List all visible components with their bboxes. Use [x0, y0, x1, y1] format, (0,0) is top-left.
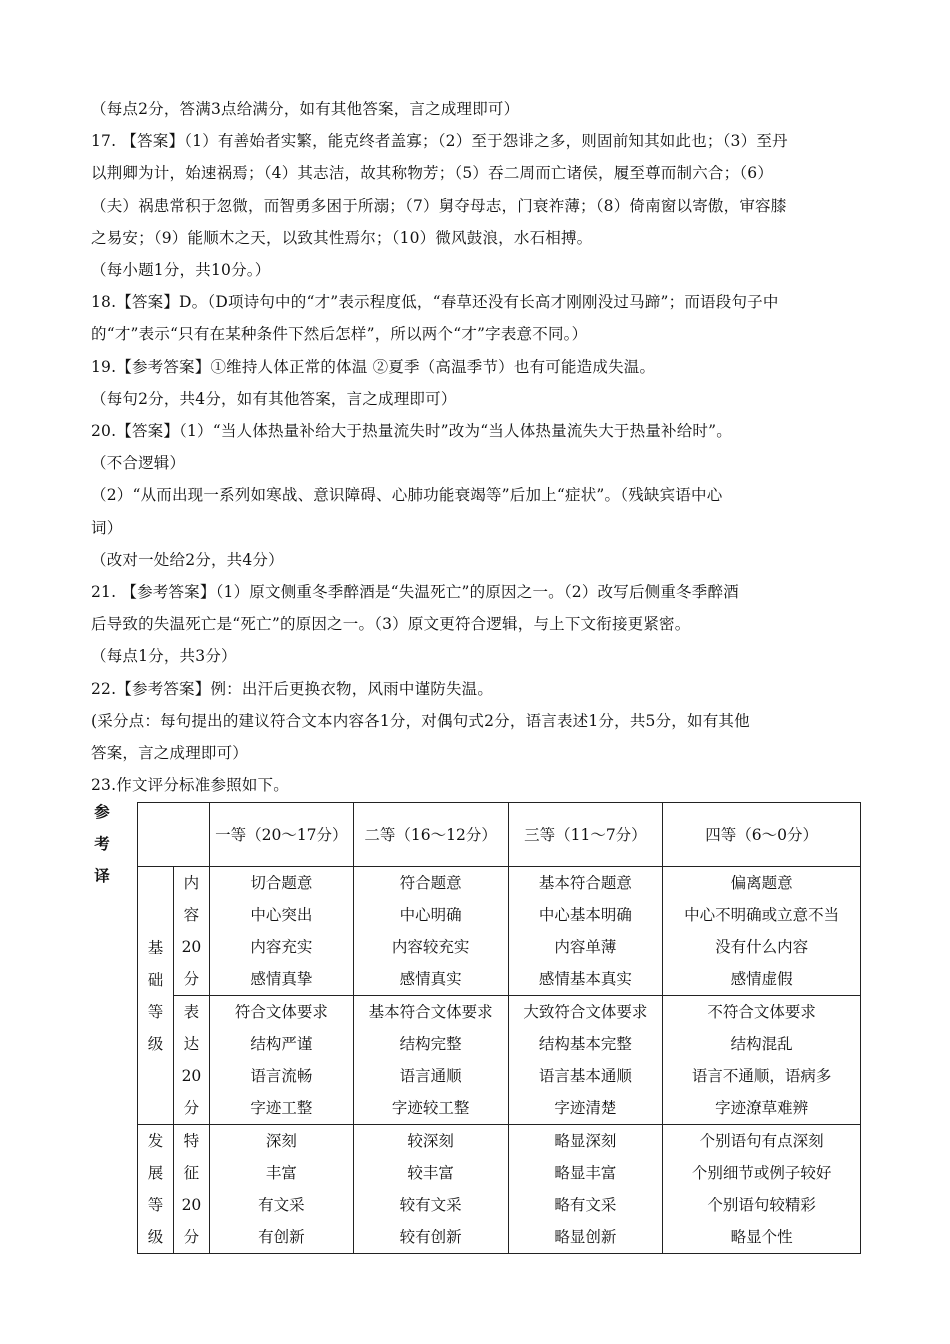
grading-table [137, 802, 861, 1254]
text-line: （2）“从而出现一系列如寒战、意识障碍、心肺功能衰竭等”后加上“症状”。（残缺宾语中心 [91, 486, 723, 505]
grade-cell: 不符合文体要求 结构混乱 语言不通顺，语病多 字迹潦草难辨 [663, 996, 861, 1125]
group-basic-label: 基 础 等 级 [138, 867, 174, 1125]
text-line: （每小题1分，共10分。） [91, 261, 271, 280]
table-row [138, 996, 861, 1125]
grade-cell: 略显深刻 略显丰富 略有文采 略显创新 [508, 1125, 663, 1254]
corner-cell [138, 803, 210, 867]
grade-cell: 深刻 丰富 有文采 有创新 [209, 1125, 353, 1254]
header-cell: 四等（6～0分） [663, 803, 861, 867]
text-line: 23.作文评分标准参照如下。 [91, 776, 289, 795]
text-line: （每句2分，共4分，如有其他答案，言之成理即可） [91, 389, 457, 408]
grade-cell: 符合题意 中心明确 内容较充实 感情真实 [353, 867, 508, 996]
header-cell: 一等（20～17分） [209, 803, 353, 867]
group-development-label: 发 展 等 级 [138, 1125, 174, 1254]
text-line: 18.【答案】D。（D项诗句中的“才”表示程度低，“春草还没有长高才刚刚没过马蹄”；而语段句子中 [91, 293, 779, 312]
text-line: （每点1分，共3分） [91, 647, 237, 666]
table-header-row [138, 803, 861, 867]
text-line: 之易安；（9）能顺木之天，以致其性焉尔；（10）微风鼓浪，水石相搏。 [91, 228, 593, 247]
grade-cell: 个别语句有点深刻 个别细节或例子较好 个别语句较精彩 略显个性 [663, 1125, 861, 1254]
side-label: 参 考 译 [94, 802, 110, 885]
table-row [138, 1125, 861, 1254]
text-line: （不合逻辑） [91, 454, 186, 473]
header-cell: 三等（11～7分） [508, 803, 663, 867]
header-cell: 二等（16～12分） [353, 803, 508, 867]
text-line: 21. 【参考答案】（1）原文侧重冬季醉酒是“失温死亡”的原因之一。（2）改写后侧重冬季醉酒 [91, 583, 739, 602]
text-line: 答案，言之成理即可） [91, 744, 249, 763]
text-line: 词） [91, 518, 123, 537]
sub-label-expression: 表 达 20 分 [173, 996, 209, 1125]
text-line: 22.【参考答案】例：出汗后更换衣物，风雨中谨防失温。 [91, 679, 494, 698]
text-line: 以荆卿为计，始速祸焉；（4）其志洁，故其称物芳；（5）吞二周而亡诸侯，履至尊而制六合；（6） [91, 164, 774, 183]
sub-label-feature: 特 征 20 分 [173, 1125, 209, 1254]
sub-label-content: 内 容 20 分 [173, 867, 209, 996]
answer-text-block [91, 93, 863, 801]
grade-cell: 基本符合文体要求 结构完整 语言通顺 字迹较工整 [353, 996, 508, 1125]
text-line: 17. 【答案】（1）有善始者实繁，能克终者盖寡；（2）至于怨诽之多，则固前知其如此也；（3）至丹 [91, 132, 788, 151]
grade-cell: 大致符合文体要求 结构基本完整 语言基本通顺 字迹清楚 [508, 996, 663, 1125]
text-line: 19.【参考答案】①维持人体正常的体温 ②夏季（高温季节）也有可能造成失温。 [91, 357, 656, 376]
text-line: 的“才”表示“只有在某种条件下然后怎样”，所以两个“才”字表意不同。） [91, 325, 588, 344]
grade-cell: 基本符合题意 中心基本明确 内容单薄 感情基本真实 [508, 867, 663, 996]
text-line: （改对一处给2分，共4分） [91, 550, 284, 569]
text-line: (采分点：每句提出的建议符合文本内容各1分，对偶句式2分，语言表述1分，共5分，如有其他 [91, 711, 750, 730]
grade-cell: 偏离题意 中心不明确或立意不当 没有什么内容 感情虚假 [663, 867, 861, 996]
grade-cell: 较深刻 较丰富 较有文采 较有创新 [353, 1125, 508, 1254]
text-line: 20.【答案】（1）“当人体热量补给大于热量流失时”改为“当人体热量流失大于热量补给时”。 [91, 422, 732, 441]
text-line: （每点2分，答满3点给满分，如有其他答案，言之成理即可） [91, 100, 520, 118]
table-row [138, 867, 861, 996]
grade-cell: 符合文体要求 结构严谨 语言流畅 字迹工整 [209, 996, 353, 1125]
grade-cell: 切合题意 中心突出 内容充实 感情真挚 [209, 867, 353, 996]
text-line: （夫）祸患常积于忽微，而智勇多困于所溺；（7）舅夺母志，门衰祚薄；（8）倚南窗以寄傲，审容膝 [91, 196, 787, 215]
text-line: 后导致的失温死亡是“死亡”的原因之一。（3）原文更符合逻辑，与上下文衔接更紧密。 [91, 615, 691, 634]
